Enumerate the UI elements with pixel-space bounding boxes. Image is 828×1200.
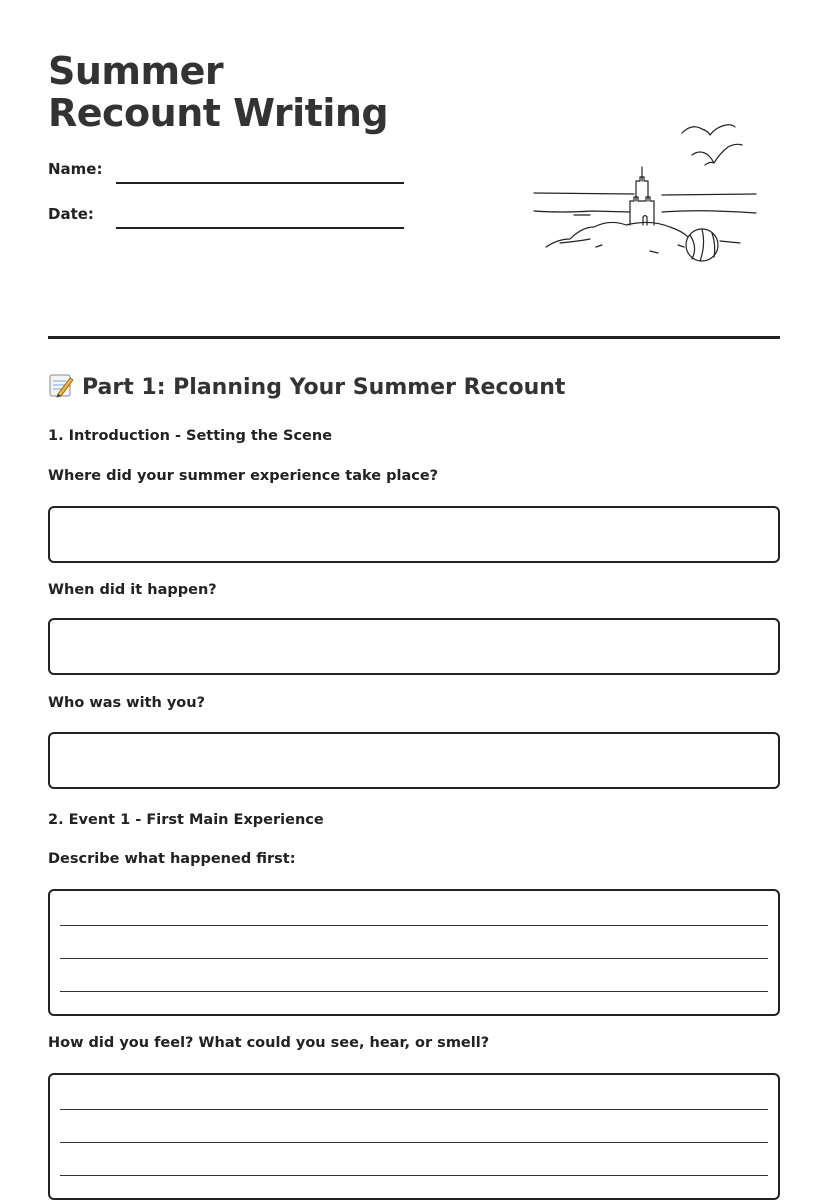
date-write-line[interactable]	[116, 227, 404, 229]
part1-heading-text: Part 1: Planning Your Summer Recount	[82, 375, 566, 400]
write-line	[60, 1175, 768, 1176]
date-label: Date:	[48, 205, 94, 223]
seagull-icon	[682, 125, 735, 135]
introduction-heading: 1. Introduction - Setting the Scene	[48, 428, 333, 444]
question-senses: How did you feel? What could you see, hear, or smell?	[48, 1035, 490, 1051]
question-where: Where did your summer experience take place?	[48, 468, 439, 484]
question-when: When did it happen?	[48, 582, 217, 598]
write-line	[60, 1109, 768, 1110]
seagull-icon	[692, 144, 742, 163]
name-field-row	[48, 160, 408, 190]
name-write-line[interactable]	[116, 182, 404, 184]
beach-sandcastle-illustration	[530, 115, 762, 265]
write-line	[60, 1142, 768, 1143]
event1-heading: 2. Event 1 - First Main Experience	[48, 812, 324, 828]
answer-box-what-happened[interactable]	[48, 889, 780, 1016]
worksheet-title: Summer Recount Writing	[48, 49, 389, 135]
date-field-row	[48, 205, 408, 235]
write-line	[60, 958, 768, 959]
write-line	[60, 925, 768, 926]
question-who: Who was with you?	[48, 695, 206, 711]
answer-box-where[interactable]	[48, 506, 780, 563]
write-line	[60, 991, 768, 992]
question-what-happened: Describe what happened first:	[48, 851, 296, 867]
answer-box-who[interactable]	[48, 732, 780, 789]
name-label: Name:	[48, 160, 103, 178]
part1-heading	[48, 372, 565, 404]
memo-icon	[48, 372, 74, 398]
answer-box-senses[interactable]	[48, 1073, 780, 1200]
section-divider	[48, 336, 780, 339]
answer-box-when[interactable]	[48, 618, 780, 675]
